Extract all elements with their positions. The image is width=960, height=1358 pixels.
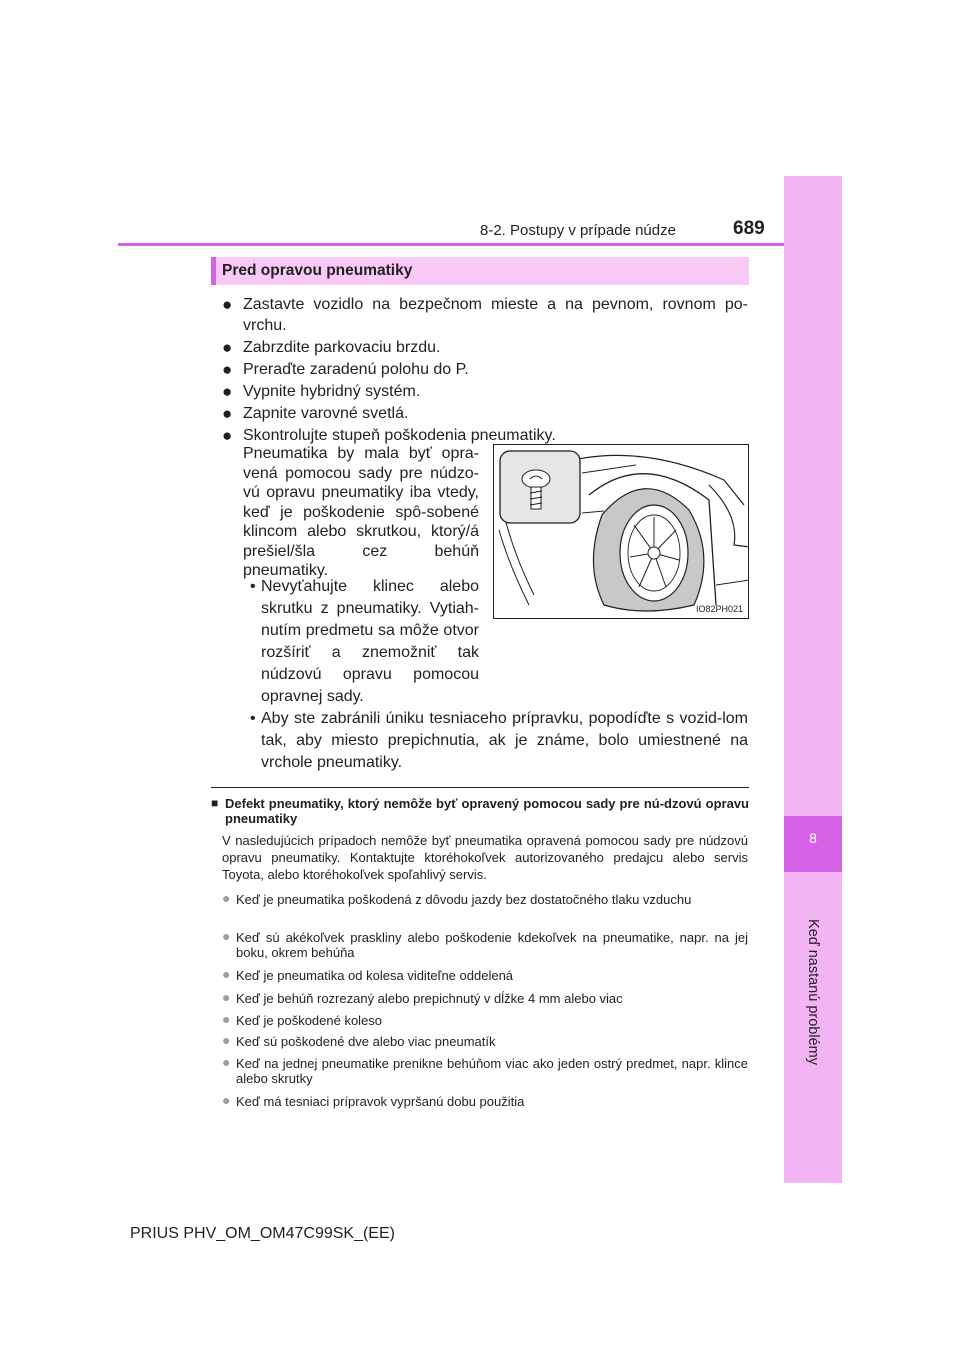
- separator-rule: [211, 787, 749, 788]
- bullet-icon: ●: [222, 989, 231, 1005]
- page-number: 689: [733, 218, 765, 239]
- list-item: ● Skontrolujte stupeň poškodenia pneumatiky.: [222, 426, 556, 445]
- document-footer: PRIUS PHV_OM_OM47C99SK_(EE): [130, 1225, 395, 1242]
- repair-condition-paragraph: Pneumatika by mala byť opra-vená pomocou sady pre núdzo-vú opravu pneumatiky iba vtedy, keď je poškodenie spô-sobené klincom alebo skrutkou, ktorý/á prešiel/šla cez behúň pneumatiky.: [243, 445, 479, 579]
- list-item: ● Zapnite varovné svetlá.: [222, 404, 409, 423]
- bullet-icon: ●: [222, 1011, 231, 1027]
- bullet-icon: ●: [222, 404, 233, 423]
- bullet-icon: ●: [222, 890, 231, 906]
- bullet-icon: •: [250, 710, 256, 727]
- sub-item-position: • Aby ste zabránili úniku tesniaceho prípravku, popodíďte s vozid-lom tak, aby miesto prepichnutia, ak je známe, bolo umiestnené na vrchole pneumatiky.: [250, 710, 748, 771]
- bullet-icon: ●: [222, 295, 233, 314]
- bullet-icon: ●: [222, 928, 231, 944]
- sub-item-nail: • Nevyťahujte klinec alebo skrutku z pneumatiky. Vytiah-nutím predmetu sa môže otvor rozšíriť a znemožniť tak núdzovú opravu pomocou opravnej sady.: [250, 578, 479, 705]
- bullet-icon: ●: [222, 426, 233, 445]
- note-item: ● Keď je behúň rozrezaný alebo prepichnutý v dĺžke 4 mm alebo viac: [222, 989, 623, 1006]
- header-rule: [118, 243, 784, 246]
- flat-tire-illustration: [493, 444, 749, 619]
- chapter-title: Keď nastanú problémy: [805, 919, 821, 1065]
- list-item: ● Preraďte zaradenú polohu do P.: [222, 360, 469, 379]
- bullet-icon: ●: [222, 1054, 231, 1070]
- flat-tire-drawing: [494, 445, 749, 619]
- bullet-icon: •: [250, 578, 256, 595]
- precheck-list: [222, 294, 748, 447]
- list-item: ● Zastavte vozidlo na bezpečnom mieste a na pevnom, rovnom po-vrchu.: [222, 295, 748, 334]
- chapter-number: 8: [809, 830, 817, 846]
- note-item: ● Keď je pneumatika poškodená z dôvodu jazdy bez dostatočného tlaku vzduchu: [222, 890, 692, 907]
- note-item: ● Keď je poškodené koleso: [222, 1011, 383, 1028]
- list-item: ● Zabrzdite parkovaciu brzdu.: [222, 338, 441, 357]
- section-title: Pred opravou pneumatiky: [222, 262, 413, 279]
- note-item: ● Keď sú poškodené dve alebo viac pneumatík: [222, 1032, 496, 1049]
- bullet-icon: ●: [222, 360, 233, 379]
- section-header: 8-2. Postupy v prípade núdze: [480, 222, 676, 239]
- note-item: ● Keď má tesniaci prípravok vypršanú dobu použitia: [222, 1092, 525, 1109]
- note-item: ● Keď je pneumatika od kolesa viditeľne oddelená: [222, 966, 514, 983]
- bullet-icon: ●: [222, 1092, 231, 1108]
- bullet-icon: ●: [222, 1032, 231, 1048]
- note-paragraph: V nasledujúcich prípadoch nemôže byť pneumatika opravená pomocou sady pre núdzovú opravu pneumatiky. Kontaktujte ktoréhokoľvek autorizovaného predajcu alebo servis Toyota, alebo ktoréhokoľvek spoľahlivý servis.: [222, 833, 748, 882]
- list-item: ● Vypnite hybridný systém.: [222, 382, 421, 401]
- square-bullet-icon: ■: [211, 796, 219, 810]
- bullet-icon: ●: [222, 382, 233, 401]
- note-item: ● Keď na jednej pneumatike prenikne behúňom viac ako jeden ostrý predmet, napr. klince alebo skrutky: [222, 1054, 748, 1086]
- bullet-icon: ●: [222, 966, 231, 982]
- note-item: ● Keď sú akékoľvek praskliny alebo poškodenie kdekoľvek na pneumatike, napr. na jej boku, okrem behúňa: [222, 928, 748, 960]
- figure-code: IO82PH021: [695, 604, 743, 614]
- note-heading: ■ Defekt pneumatiky, ktorý nemôže byť opravený pomocou sady pre nú-dzovú opravu pneumatiky: [211, 796, 749, 826]
- bullet-icon: ●: [222, 338, 233, 357]
